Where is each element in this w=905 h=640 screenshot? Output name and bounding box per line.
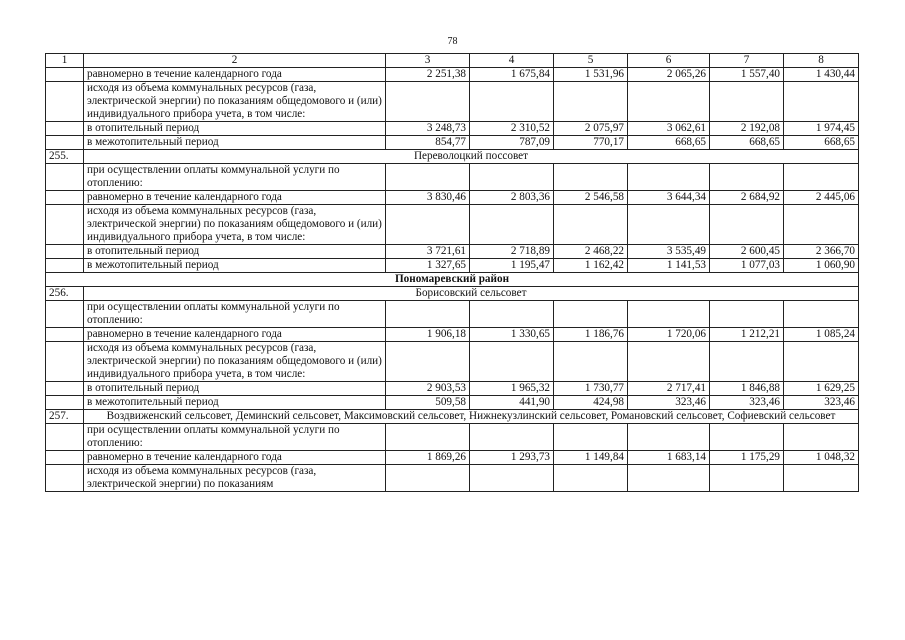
row-label: в отопительный период bbox=[84, 245, 386, 259]
tariff-value: 1 212,21 bbox=[710, 328, 784, 342]
tariff-value: 2 903,53 bbox=[386, 382, 470, 396]
tariff-value: 787,09 bbox=[470, 136, 554, 150]
description-row bbox=[46, 424, 859, 451]
tariff-value: 668,65 bbox=[710, 136, 784, 150]
row-number-cell bbox=[46, 136, 84, 150]
tariff-value bbox=[554, 164, 628, 191]
row-number-cell bbox=[46, 328, 84, 342]
tariff-value bbox=[470, 424, 554, 451]
tariff-value: 1 906,18 bbox=[386, 328, 470, 342]
row-label: исходя из объема коммунальных ресурсов (газа, электрической энергии) по показаниям общедомового и (или) индивидуального прибора учета, в том числе: bbox=[84, 82, 386, 122]
header-cell: 1 bbox=[46, 54, 84, 68]
tariff-value: 1 846,88 bbox=[710, 382, 784, 396]
tariff-value bbox=[784, 342, 859, 382]
tariff-value: 1 974,45 bbox=[784, 122, 859, 136]
tariff-value bbox=[710, 342, 784, 382]
district-row bbox=[46, 273, 859, 287]
tariff-value: 1 675,84 bbox=[470, 68, 554, 82]
tariff-value: 1 048,32 bbox=[784, 451, 859, 465]
tariff-value: 1 186,76 bbox=[554, 328, 628, 342]
tariff-value bbox=[628, 82, 710, 122]
settlement-name: Борисовский сельсовет bbox=[84, 287, 859, 301]
description-row bbox=[46, 465, 859, 492]
row-number-cell bbox=[46, 245, 84, 259]
tariff-value: 2 684,92 bbox=[710, 191, 784, 205]
tariff-value: 1 195,47 bbox=[470, 259, 554, 273]
tariff-value: 424,98 bbox=[554, 396, 628, 410]
tariff-value: 1 293,73 bbox=[470, 451, 554, 465]
tariff-value bbox=[554, 424, 628, 451]
tariff-value: 1 330,65 bbox=[470, 328, 554, 342]
tariff-value: 1 629,25 bbox=[784, 382, 859, 396]
tariff-row bbox=[46, 68, 859, 82]
group-number: 257. bbox=[46, 410, 84, 424]
row-number-cell bbox=[46, 259, 84, 273]
tariff-value: 2 065,26 bbox=[628, 68, 710, 82]
tariff-value bbox=[784, 82, 859, 122]
row-label: в межотопительный период bbox=[84, 136, 386, 150]
tariff-row bbox=[46, 122, 859, 136]
tariff-value: 770,17 bbox=[554, 136, 628, 150]
tariff-value: 3 535,49 bbox=[628, 245, 710, 259]
row-number-cell bbox=[46, 382, 84, 396]
tariff-value: 668,65 bbox=[628, 136, 710, 150]
tariff-value bbox=[470, 164, 554, 191]
row-number-cell bbox=[46, 191, 84, 205]
column-number-header bbox=[46, 54, 859, 68]
tariff-value bbox=[386, 342, 470, 382]
header-cell: 4 bbox=[470, 54, 554, 68]
tariff-value: 2 717,41 bbox=[628, 382, 710, 396]
header-cell: 7 bbox=[710, 54, 784, 68]
tariff-value: 2 251,38 bbox=[386, 68, 470, 82]
tariff-value: 3 248,73 bbox=[386, 122, 470, 136]
tariff-row bbox=[46, 396, 859, 410]
tariff-value bbox=[784, 205, 859, 245]
row-number-cell bbox=[46, 205, 84, 245]
tariff-value: 323,46 bbox=[784, 396, 859, 410]
description-row bbox=[46, 301, 859, 328]
row-label: при осуществлении оплаты коммунальной услуги по отоплению: bbox=[84, 424, 386, 451]
tariff-row bbox=[46, 136, 859, 150]
tariff-row bbox=[46, 328, 859, 342]
row-label: исходя из объема коммунальных ресурсов (газа, электрической энергии) по показаниям общедомового и (или) индивидуального прибора учета, в том числе: bbox=[84, 205, 386, 245]
tariff-value bbox=[710, 424, 784, 451]
settlement-group-row bbox=[46, 410, 859, 424]
tariff-value bbox=[710, 301, 784, 328]
tariff-value bbox=[628, 465, 710, 492]
tariff-value: 2 310,52 bbox=[470, 122, 554, 136]
tariff-value: 2 075,97 bbox=[554, 122, 628, 136]
tariff-value: 1 175,29 bbox=[710, 451, 784, 465]
tariff-value bbox=[554, 301, 628, 328]
tariff-value: 1 557,40 bbox=[710, 68, 784, 82]
tariff-value bbox=[628, 342, 710, 382]
row-number-cell bbox=[46, 342, 84, 382]
tariff-value bbox=[628, 205, 710, 245]
tariff-value: 2 600,45 bbox=[710, 245, 784, 259]
row-number-cell bbox=[46, 465, 84, 492]
header-cell: 2 bbox=[84, 54, 386, 68]
tariff-value: 2 718,89 bbox=[470, 245, 554, 259]
tariff-value: 1 531,96 bbox=[554, 68, 628, 82]
description-row bbox=[46, 205, 859, 245]
description-row bbox=[46, 164, 859, 191]
tariff-value bbox=[710, 82, 784, 122]
tariff-value bbox=[554, 205, 628, 245]
row-number-cell bbox=[46, 424, 84, 451]
row-number-cell bbox=[46, 451, 84, 465]
tariff-value: 2 468,22 bbox=[554, 245, 628, 259]
row-label: в межотопительный период bbox=[84, 259, 386, 273]
row-label: равномерно в течение календарного года bbox=[84, 191, 386, 205]
tariff-value: 3 830,46 bbox=[386, 191, 470, 205]
tariff-value bbox=[386, 301, 470, 328]
settlement-name: Переволоцкий поссовет bbox=[84, 150, 859, 164]
tariff-value: 1 149,84 bbox=[554, 451, 628, 465]
tariff-value bbox=[628, 164, 710, 191]
row-label: равномерно в течение календарного года bbox=[84, 451, 386, 465]
tariff-value bbox=[386, 164, 470, 191]
tariff-value: 1 683,14 bbox=[628, 451, 710, 465]
tariff-value: 1 869,26 bbox=[386, 451, 470, 465]
tariff-value: 854,77 bbox=[386, 136, 470, 150]
tariff-value bbox=[386, 205, 470, 245]
tariff-value: 2 803,36 bbox=[470, 191, 554, 205]
tariff-value: 2 546,58 bbox=[554, 191, 628, 205]
group-number: 256. bbox=[46, 287, 84, 301]
tariff-value bbox=[386, 424, 470, 451]
header-cell: 6 bbox=[628, 54, 710, 68]
tariff-value: 441,90 bbox=[470, 396, 554, 410]
description-row bbox=[46, 82, 859, 122]
tariff-value bbox=[554, 342, 628, 382]
district-name: Пономаревский район bbox=[46, 273, 859, 287]
tariff-value bbox=[784, 465, 859, 492]
tariff-value bbox=[710, 164, 784, 191]
header-cell: 8 bbox=[784, 54, 859, 68]
row-label: исходя из объема коммунальных ресурсов (газа, электрической энергии) по показаниям bbox=[84, 465, 386, 492]
tariff-row bbox=[46, 382, 859, 396]
description-row bbox=[46, 342, 859, 382]
row-number-cell bbox=[46, 82, 84, 122]
header-cell: 5 bbox=[554, 54, 628, 68]
tariff-value bbox=[386, 82, 470, 122]
settlement-name: Воздвиженский сельсовет, Деминский сельсовет, Максимовский сельсовет, Нижнекузлинский сельсовет, Романовский сельсовет, Софиевский сельсовет bbox=[84, 410, 859, 424]
tariff-value bbox=[470, 342, 554, 382]
tariff-value: 3 062,61 bbox=[628, 122, 710, 136]
tariff-value bbox=[470, 301, 554, 328]
tariff-table bbox=[45, 53, 859, 492]
tariff-value: 1 085,24 bbox=[784, 328, 859, 342]
page-number: 78 bbox=[447, 36, 458, 47]
tariff-value: 668,65 bbox=[784, 136, 859, 150]
tariff-value: 323,46 bbox=[710, 396, 784, 410]
tariff-row bbox=[46, 451, 859, 465]
tariff-value: 1 077,03 bbox=[710, 259, 784, 273]
tariff-value bbox=[710, 465, 784, 492]
row-number-cell bbox=[46, 301, 84, 328]
header-cell: 3 bbox=[386, 54, 470, 68]
settlement-group-row bbox=[46, 287, 859, 301]
row-label: равномерно в течение календарного года bbox=[84, 328, 386, 342]
row-label: исходя из объема коммунальных ресурсов (газа, электрической энергии) по показаниям общедомового и (или) индивидуального прибора учета, в том числе: bbox=[84, 342, 386, 382]
tariff-value bbox=[784, 164, 859, 191]
tariff-value: 2 366,70 bbox=[784, 245, 859, 259]
tariff-value: 1 720,06 bbox=[628, 328, 710, 342]
row-label: в межотопительный период bbox=[84, 396, 386, 410]
tariff-value: 509,58 bbox=[386, 396, 470, 410]
group-number: 255. bbox=[46, 150, 84, 164]
row-label: при осуществлении оплаты коммунальной услуги по отоплению: bbox=[84, 164, 386, 191]
tariff-value bbox=[554, 465, 628, 492]
tariff-row bbox=[46, 245, 859, 259]
row-label: равномерно в течение календарного года bbox=[84, 68, 386, 82]
tariff-value bbox=[784, 301, 859, 328]
tariff-value: 1 162,42 bbox=[554, 259, 628, 273]
tariff-value bbox=[470, 205, 554, 245]
tariff-value: 1 730,77 bbox=[554, 382, 628, 396]
row-number-cell bbox=[46, 68, 84, 82]
row-label: в отопительный период bbox=[84, 122, 386, 136]
tariff-value: 1 430,44 bbox=[784, 68, 859, 82]
tariff-value bbox=[710, 205, 784, 245]
tariff-value: 1 965,32 bbox=[470, 382, 554, 396]
row-number-cell bbox=[46, 396, 84, 410]
tariff-value: 1 327,65 bbox=[386, 259, 470, 273]
tariff-value: 1 141,53 bbox=[628, 259, 710, 273]
tariff-value: 323,46 bbox=[628, 396, 710, 410]
settlement-group-row bbox=[46, 150, 859, 164]
row-number-cell bbox=[46, 122, 84, 136]
tariff-value: 2 192,08 bbox=[710, 122, 784, 136]
row-label: при осуществлении оплаты коммунальной услуги по отоплению: bbox=[84, 301, 386, 328]
tariff-value: 1 060,90 bbox=[784, 259, 859, 273]
tariff-row bbox=[46, 191, 859, 205]
tariff-value bbox=[628, 301, 710, 328]
tariff-value bbox=[554, 82, 628, 122]
row-number-cell bbox=[46, 164, 84, 191]
tariff-value bbox=[628, 424, 710, 451]
tariff-value bbox=[470, 82, 554, 122]
tariff-row bbox=[46, 259, 859, 273]
tariff-value: 3 721,61 bbox=[386, 245, 470, 259]
tariff-value: 2 445,06 bbox=[784, 191, 859, 205]
tariff-value bbox=[386, 465, 470, 492]
row-label: в отопительный период bbox=[84, 382, 386, 396]
tariff-value bbox=[470, 465, 554, 492]
tariff-value bbox=[784, 424, 859, 451]
tariff-value: 3 644,34 bbox=[628, 191, 710, 205]
